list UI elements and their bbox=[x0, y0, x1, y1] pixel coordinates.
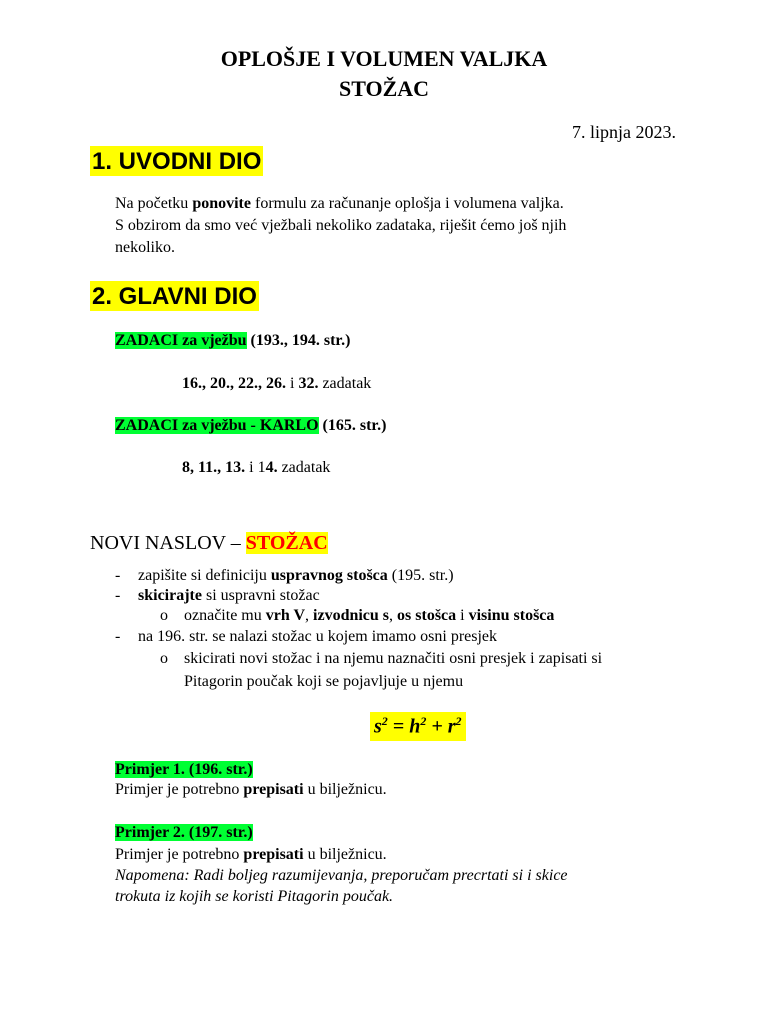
bullet-3a: o skicirati novi stožac i na njemu naznačiti osni presjek i zapisati si bbox=[160, 650, 603, 667]
task-list-1: 16., 20., 22., 26. i 32. zadatak bbox=[182, 375, 372, 392]
example-1-text: Primjer je potrebno prepisati u bilježnicu. bbox=[115, 781, 387, 798]
bullet-3a-cont: Pitagorin poučak koji se pojavljuje u njemu bbox=[184, 673, 464, 690]
intro-line-3: nekoliko. bbox=[115, 239, 175, 256]
section-heading-glavni: 2. GLAVNI DIO bbox=[92, 283, 257, 310]
example-1-label: Primjer 1. (196. str.) bbox=[115, 761, 253, 778]
document-subtitle: STOŽAC bbox=[338, 76, 430, 101]
document-title: OPLOŠJE I VOLUMEN VALJKA bbox=[220, 46, 548, 71]
pythagoras-formula: $s^2 = h^2 + r^2$ bbox=[370, 712, 466, 741]
new-topic-heading: NOVI NASLOV – STOŽAC bbox=[90, 532, 328, 554]
example-2-text: Primjer je potrebno prepisati u bilježnicu. bbox=[115, 846, 387, 863]
note-line-1: Napomena: Radi boljeg razumijevanja, preporučam precrtati si i skice bbox=[115, 867, 568, 884]
task-group-1: ZADACI za vježbu (193., 194. str.) bbox=[115, 332, 351, 349]
document-date: 7. lipnja 2023. bbox=[572, 122, 676, 142]
task-list-2: 8, 11., 13. i 14. zadatak bbox=[182, 459, 331, 476]
section-heading-uvodni: 1. UVODNI DIO bbox=[92, 148, 262, 175]
intro-line-1: Na početku ponovite formulu za računanje oplošja i volumena valjka. bbox=[115, 195, 564, 212]
bullet-3: - na 196. str. se nalazi stožac u kojem imamo osni presjek bbox=[115, 628, 498, 645]
task-group-2: ZADACI za vježbu - KARLO (165. str.) bbox=[115, 417, 387, 434]
note-line-2: trokuta iz kojih se koristi Pitagorin poučak. bbox=[115, 888, 394, 905]
example-2-label: Primjer 2. (197. str.) bbox=[115, 824, 253, 841]
bullet-2a: o označite mu vrh V, izvodnicu s, os stošca i visinu stošca bbox=[160, 607, 555, 624]
bullet-2: - skicirajte si uspravni stožac bbox=[115, 587, 320, 604]
intro-line-2: S obzirom da smo već vježbali nekoliko zadataka, riješit ćemo još njih bbox=[115, 217, 567, 234]
bullet-1: - zapišite si definiciju uspravnog stošca (195. str.) bbox=[115, 567, 454, 584]
